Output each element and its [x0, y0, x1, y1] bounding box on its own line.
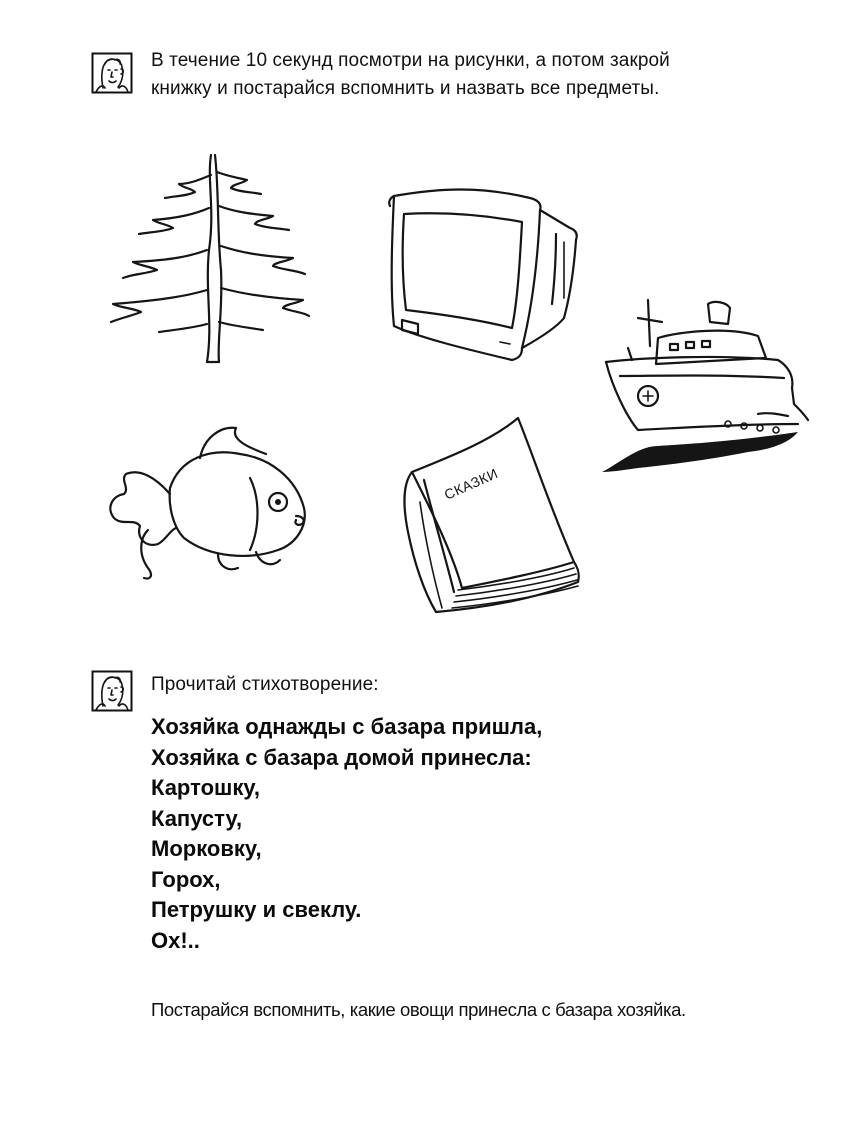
- poem-line: Капусту,: [151, 805, 243, 831]
- poem-line: Морковку,: [151, 836, 262, 861]
- poem-line: Хозяйка с базара домой принесла:: [151, 744, 532, 770]
- child-face-icon: [91, 670, 133, 712]
- book-title: СКАЗКИ: [441, 464, 501, 503]
- book-icon: [392, 412, 592, 618]
- poem-line: Петрушку и свеклу.: [151, 897, 362, 922]
- child-face-icon: [91, 52, 133, 94]
- poem: [151, 712, 542, 956]
- fish-icon: [100, 418, 312, 580]
- task2-instruction: Прочитай стихотворение:: [151, 674, 379, 695]
- poem-line: Хозяйка однажды с базара пришла,: [151, 714, 543, 739]
- television-icon: [380, 178, 600, 368]
- poem-line: Горох,: [151, 866, 221, 892]
- task2-question: Постарайся вспомнить, какие овощи принесла с базара хозяйка.: [151, 999, 686, 1020]
- instruction-line-2: книжку и постарайся вспомнить и назвать все предметы.: [151, 78, 660, 99]
- poem-line: Картошку,: [151, 775, 261, 800]
- poem-line: Ох!..: [151, 927, 200, 953]
- instruction-line-1: В течение 10 секунд посмотри на рисунки, а потом закрой: [151, 50, 670, 71]
- fir-tree-icon: [103, 150, 313, 370]
- task1-instruction: [151, 47, 841, 103]
- ship-icon: [598, 296, 818, 486]
